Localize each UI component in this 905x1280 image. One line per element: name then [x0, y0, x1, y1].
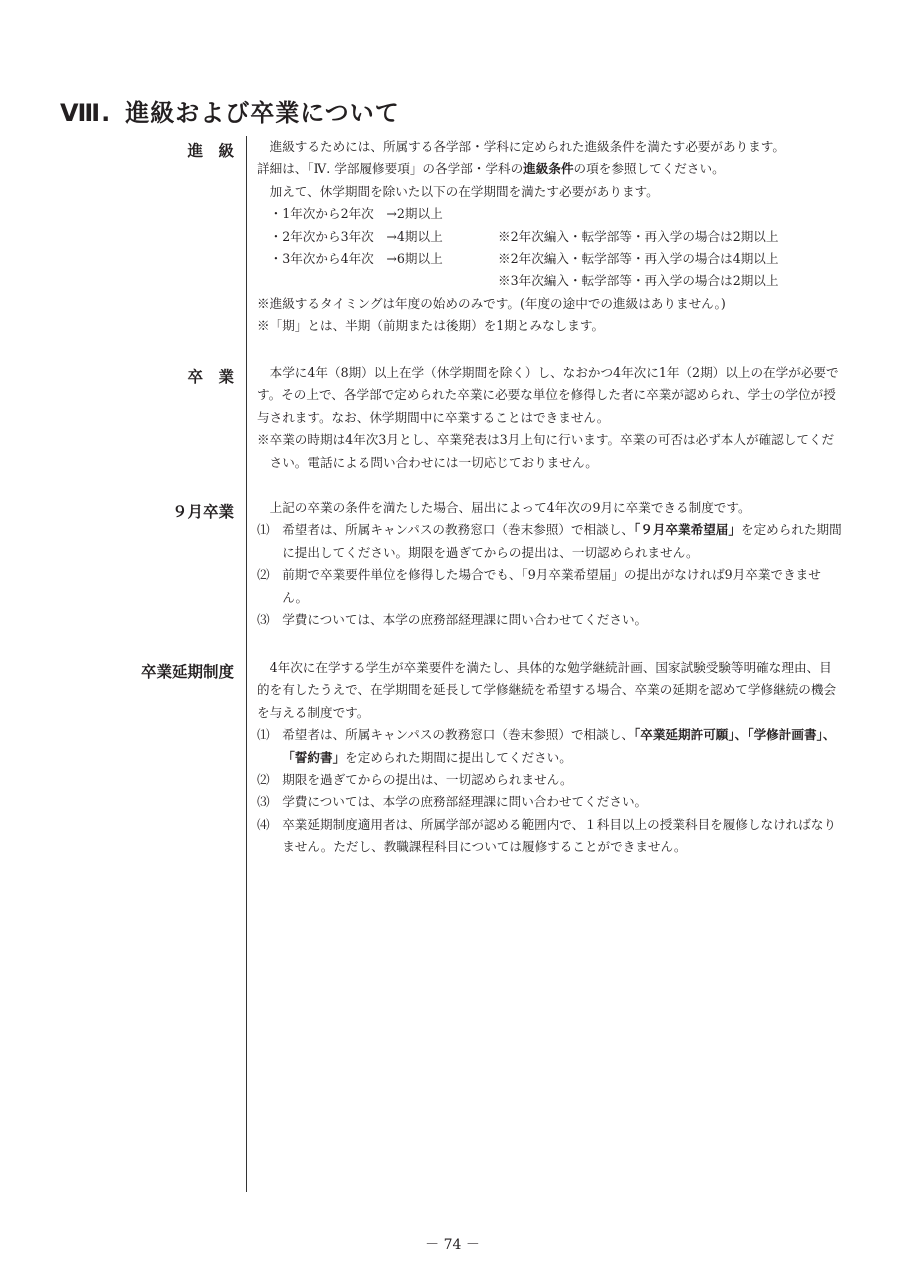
list-item: ⑶ 学費については、本学の庶務部経理課に問い合わせてください。 [257, 612, 648, 628]
section-shinkyu [257, 136, 842, 338]
paragraph: 詳細は、「Ⅳ. 学部履修要項」の各学部・学科の進級条件の項を参照してください。 [257, 161, 725, 177]
note: ※「期」とは、半期（前期または後期）を1期とみなします。 [257, 318, 605, 334]
list-item: ⑴ 希望者は、所属キャンパスの教務窓口（巻末参照）で相談し、「卒業延期許可願」、「学修計画書」、「誓約書」を定められた期間に提出してください。 [257, 727, 836, 765]
list-item: ⑵ 前期で卒業要件単位を修得した場合でも、「9月卒業希望届」の提出がなければ9月卒業できません。 [257, 567, 821, 605]
page-title [60, 93, 400, 128]
list-item: ⑴ 希望者は、所属キャンパスの教務窓口（巻末参照）で相談し、「９月卒業希望届」を定められた期間に提出してください。期限を過ぎてからの提出は、一切認められません。 [257, 522, 842, 560]
note: ※卒業の時期は4年次3月とし、卒業発表は3月上旬に行います。卒業の可否は必ず本人が確認してください。電話による問い合わせには一切応じておりません。 [257, 432, 835, 470]
paragraph: 4年次に在学する学生が卒業要件を満たし、具体的な勉学継続計画、国家試験受験等明確な理由、目的を有したうえで、在学期間を延長して学修継続を希望する場合、卒業の延期を認めて学修継続の機会を与える制度です。 [257, 660, 837, 720]
list-item: ⑶ 学費については、本学の庶務部経理課に問い合わせてください。 [257, 794, 648, 810]
section-label-september: ９月卒業 [171, 503, 234, 521]
paragraph: 加えて、休学期間を除いた以下の在学期間を満たす必要があります。 [269, 183, 659, 199]
section-divider-line [246, 136, 247, 1192]
paragraph: 本学に4年（8期）以上在学（休学期間を除く）し、なおかつ4年次に1年（2期）以上の在学が必要です。その上で、各学部で定められた卒業に必要な単位を修得した者に卒業が認められ、学士の学位が授与されます。なお、休学期間中に卒業することはできません。 [257, 365, 839, 425]
section-label-encho: 卒業延期制度 [140, 663, 234, 681]
section-encho [257, 657, 842, 859]
section-september [257, 497, 842, 631]
section-label-shinkyu: 進 級 [187, 142, 234, 160]
paragraph: 上記の卒業の条件を満たした場合、届出によって4年次の9月に卒業できる制度です。 [269, 500, 751, 515]
list-item: ⑵ 期限を過ぎてからの提出は、一切認められません。 [257, 772, 573, 788]
list-item: ・2年次から3年次 →4期以上 ※2年次編入・転学部等・再入学の場合は2期以上 [269, 228, 779, 244]
chapter-number: Ⅷ. [60, 99, 112, 127]
section-sotsugyo [257, 362, 842, 474]
list-item: ⑷ 卒業延期制度適用者は、所属学部が認める範囲内で、１科目以上の授業科目を履修しなければなりません。ただし、教職課程科目については履修することができません。 [257, 816, 837, 855]
paragraph: 進級するためには、所属する各学部・学科に定められた進級条件を満たす必要があります。 [269, 139, 785, 154]
note: ※進級するタイミングは年度の始めのみです。(年度の途中での進級はありません。) [257, 295, 726, 311]
list-item: ※3年次編入・転学部等・再入学の場合は2期以上 [498, 273, 779, 289]
list-item: ・3年次から4年次 →6期以上 ※2年次編入・転学部等・再入学の場合は4期以上 [269, 251, 779, 266]
page-number: － 74 － [425, 1237, 480, 1253]
chapter-title: 進級および卒業について [125, 99, 400, 127]
list-item: ・1年次から2年次 →2期以上 [269, 206, 443, 222]
section-label-sotsugyo: 卒 業 [187, 368, 234, 386]
